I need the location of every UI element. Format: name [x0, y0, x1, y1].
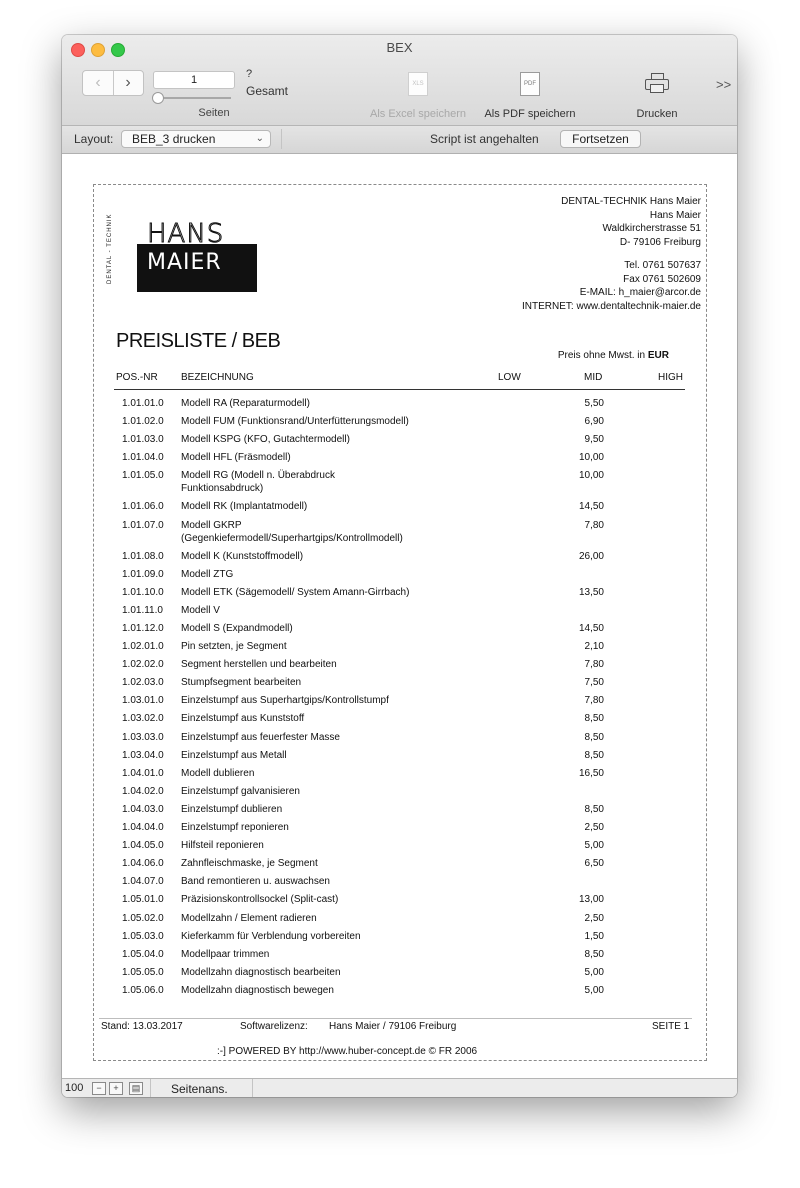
row-description-line: Modell V [181, 604, 220, 616]
pages-label: Seiten [198, 107, 230, 119]
row-price-mid: 8,50 [584, 948, 604, 960]
company-line-2: Hans Maier [649, 209, 701, 221]
toolbar-overflow-button[interactable]: >> [716, 77, 732, 92]
print-button[interactable] [645, 73, 669, 93]
row-description-line: Modell ETK (Sägemodell/ System Amann-Girrbach) [181, 586, 410, 598]
row-description-line: Modell RA (Reparaturmodell) [181, 398, 310, 409]
row-price-mid: 5,50 [584, 398, 604, 409]
row-description [181, 785, 471, 798]
row-description-line: Einzelstumpf aus feuerfester Masse [181, 731, 340, 743]
printer-icon [645, 73, 669, 93]
row-position: 1.05.06.0 [122, 984, 164, 996]
price-info-text: Preis ohne Mwst. in [557, 350, 648, 361]
row-position: 1.05.01.0 [122, 894, 164, 906]
total-pages-label: Gesamt [246, 84, 289, 98]
row-description-line: Einzelstumpf aus Superhartgips/Kontrollstumpf [181, 695, 389, 707]
row-description [181, 415, 471, 428]
row-description-line: Modellzahn / Element radieren [181, 912, 317, 924]
footer-page-number: SEITE 1 [652, 1021, 690, 1032]
total-pages-value: ? [246, 68, 253, 80]
company-street: Waldkircherstrasse 51 [602, 223, 701, 234]
row-position: 1.03.03.0 [122, 731, 164, 743]
price-info [558, 350, 669, 361]
row-description [181, 658, 471, 671]
row-price-mid: 6,50 [584, 858, 604, 870]
row-price-mid: 13,50 [578, 586, 604, 598]
window-title: BEX [386, 40, 413, 55]
footer-license-label: Softwarelizenz: [240, 1021, 308, 1032]
column-header-mid: MID [584, 372, 603, 383]
pdf-export-button[interactable] [520, 72, 540, 96]
row-description-line: Modell GKRP [181, 519, 242, 531]
row-description [181, 397, 471, 410]
row-position: 1.04.05.0 [122, 840, 164, 852]
row-description-line: Modell S (Expandmodell) [181, 622, 293, 634]
status-divider [150, 1079, 151, 1097]
logo-vertical-text: DENTAL - TECHNIK [107, 213, 113, 284]
row-position: 1.04.07.0 [122, 876, 164, 888]
price-list-title: PREISLISTE / BEB [116, 330, 281, 352]
row-price-mid: 2,50 [584, 822, 604, 833]
forward-button[interactable] [113, 71, 143, 95]
row-position: 1.01.05.0 [122, 470, 164, 482]
excel-export-label[interactable]: Als Excel speichern [370, 108, 466, 120]
column-header-high: HIGH [658, 372, 683, 383]
row-description [181, 984, 471, 997]
row-price-mid: 2,10 [584, 641, 604, 652]
row-position: 1.03.04.0 [122, 749, 164, 761]
page-number-input[interactable]: 1 [153, 71, 235, 89]
script-status: Script ist angehalten [430, 132, 539, 146]
print-page [93, 184, 707, 1061]
row-description-line: Einzelstumpf aus Metall [181, 749, 287, 761]
column-header-description: BEZEICHNUNG [181, 372, 254, 383]
toolbar [62, 35, 737, 126]
row-position: 1.01.08.0 [122, 550, 164, 562]
page-slider-knob[interactable] [152, 92, 164, 104]
row-description [181, 519, 471, 545]
row-position: 1.04.01.0 [122, 767, 164, 779]
row-description [181, 731, 471, 744]
row-description-line: Modell KSPG (KFO, Gutachtermodell) [181, 434, 350, 446]
pdf-export-label[interactable]: Als PDF speichern [484, 108, 576, 120]
company-fax: Fax 0761 502609 [623, 273, 701, 285]
row-position: 1.04.02.0 [122, 785, 164, 797]
powered-by: :-] POWERED BY http://www.huber-concept.de © FR 2006 [217, 1046, 478, 1057]
print-label[interactable]: Drucken [636, 108, 678, 120]
row-description [181, 586, 471, 599]
layout-select[interactable] [121, 130, 271, 148]
row-description-line: Modell K (Kunststoffmodell) [181, 550, 304, 562]
row-position: 1.01.04.0 [122, 452, 164, 464]
row-description [181, 469, 471, 495]
row-description [181, 433, 471, 446]
column-header-low: LOW [498, 372, 521, 383]
row-description-line: (Gegenkiefermodell/Superhartgips/Kontrollmodell) [181, 532, 403, 544]
row-position: 1.05.03.0 [122, 930, 164, 942]
row-price-mid: 8,50 [584, 803, 604, 815]
row-position: 1.02.02.0 [122, 659, 164, 671]
row-description-line: Modell HFL (Fräsmodell) [181, 452, 291, 464]
row-price-mid: 16,50 [578, 767, 604, 779]
zoom-in-button[interactable]: + [109, 1082, 123, 1095]
excel-file-icon: XLS [408, 72, 428, 96]
page-slider-track[interactable] [155, 97, 231, 99]
row-position: 1.01.12.0 [122, 622, 164, 634]
row-price-mid: 2,50 [584, 912, 604, 924]
row-price-mid: 1,50 [584, 930, 604, 942]
row-description-line: Einzelstumpf aus Kunststoff [181, 713, 305, 725]
row-price-mid: 14,50 [578, 501, 604, 513]
row-price-mid: 10,00 [578, 452, 604, 464]
row-position: 1.05.05.0 [122, 966, 164, 978]
chevron-left-icon: ‹ [95, 74, 101, 91]
record-navigation [82, 70, 144, 96]
chevron-right-icon: › [125, 74, 131, 91]
zoom-out-button[interactable]: − [92, 1082, 106, 1095]
row-price-mid: 5,00 [584, 840, 604, 852]
row-description-line: Segment herstellen und bearbeiten [181, 659, 337, 671]
row-description [181, 875, 471, 888]
company-logo [97, 214, 257, 293]
row-description [181, 694, 471, 707]
app-window [62, 35, 737, 1097]
row-position: 1.02.03.0 [122, 677, 164, 689]
layout-bar [62, 126, 737, 154]
chevron-down-icon: ⌄ [255, 133, 264, 144]
row-price-mid: 5,00 [584, 984, 604, 996]
footer-date: Stand: 13.03.2017 [101, 1021, 183, 1032]
row-position: 1.01.06.0 [122, 501, 164, 513]
excel-export-button[interactable] [408, 72, 428, 96]
currency-label: EUR [647, 350, 669, 361]
logo-name-last: MAIER [147, 250, 222, 275]
row-price-mid: 7,50 [584, 677, 604, 689]
row-description-line: Modellzahn diagnostisch bewegen [181, 984, 334, 996]
row-description [181, 966, 471, 979]
company-phone: Tel. 0761 507637 [624, 260, 701, 271]
row-description [181, 857, 471, 870]
company-line-1: DENTAL-TECHNIK Hans Maier [561, 196, 701, 207]
row-description [181, 622, 471, 635]
row-price-mid: 7,80 [584, 659, 604, 671]
continue-button[interactable]: Fortsetzen [560, 130, 641, 148]
row-price-mid: 13,00 [578, 894, 604, 906]
row-position: 1.01.07.0 [122, 519, 164, 531]
footer-license-holder: Hans Maier / 79106 Freiburg [329, 1021, 457, 1032]
row-position: 1.05.02.0 [122, 912, 164, 924]
row-description [181, 893, 471, 906]
row-description-line: Modellzahn diagnostisch bearbeiten [181, 966, 341, 978]
row-description [181, 712, 471, 725]
zoom-level[interactable]: 100 [65, 1082, 84, 1094]
row-description [181, 839, 471, 852]
row-description-line: Einzelstumpf dublieren [181, 803, 283, 815]
row-position: 1.04.04.0 [122, 822, 164, 833]
row-description [181, 568, 471, 581]
row-description-line: Modell RG (Modell n. Überabdruck [181, 470, 335, 482]
row-price-mid: 8,50 [584, 713, 604, 725]
row-description [181, 604, 471, 617]
row-position: 1.05.04.0 [122, 948, 164, 960]
logo-name-first: HANS [147, 219, 225, 249]
row-description [181, 676, 471, 689]
view-mode[interactable]: Seitenans. [171, 1082, 228, 1096]
company-website: INTERNET: www.dentaltechnik-maier.de [522, 300, 701, 312]
row-description-line: Präzisionskontrollsockel (Split-cast) [181, 894, 339, 906]
row-price-mid: 10,00 [578, 470, 604, 482]
toggle-toolbar-button[interactable]: ▤ [129, 1082, 143, 1095]
row-description-line: Hilfsteil reponieren [181, 840, 264, 852]
row-description-line: Band remontieren u. auswachsen [181, 876, 330, 888]
row-description-line: Funktionsabdruck) [181, 483, 264, 495]
layout-label: Layout: [74, 132, 114, 146]
row-price-mid: 6,90 [584, 416, 604, 428]
row-description-line: Zahnfleischmaske, je Segment [181, 858, 318, 870]
row-position: 1.03.01.0 [122, 695, 164, 707]
row-description-line: Modell RK (Implantatmodell) [181, 501, 308, 513]
company-city: D- 79106 Freiburg [619, 236, 701, 248]
row-price-mid: 7,80 [584, 695, 604, 707]
row-position: 1.01.09.0 [122, 568, 164, 580]
row-price-mid: 26,00 [578, 550, 604, 562]
row-description-line: Kieferkamm für Verblendung vorbereiten [181, 930, 361, 942]
row-description-line: Pin setzten, je Segment [181, 641, 287, 652]
pdf-file-icon: PDF [520, 72, 540, 96]
row-description [181, 912, 471, 925]
row-description [181, 803, 471, 816]
row-description [181, 550, 471, 563]
row-description-line: Modellpaar trimmen [181, 948, 270, 960]
row-description [181, 948, 471, 961]
row-description [181, 640, 471, 653]
row-description-line: Einzelstumpf galvanisieren [181, 785, 300, 797]
row-price-mid: 5,00 [584, 966, 604, 978]
row-description-line: Modell FUM (Funktionsrand/Unterfütterungsmodell) [181, 416, 409, 428]
layout-bar-divider [281, 129, 282, 149]
layout-select-value: BEB_3 drucken [132, 132, 216, 146]
row-position: 1.01.11.0 [122, 604, 163, 616]
row-description [181, 930, 471, 943]
column-header-pos: POS.-NR [116, 372, 158, 383]
row-position: 1.01.02.0 [122, 416, 164, 428]
row-price-mid: 8,50 [584, 749, 604, 761]
row-description-line: Stumpfsegment bearbeiten [181, 677, 302, 689]
row-position: 1.04.06.0 [122, 858, 164, 870]
row-position: 1.01.01.0 [122, 398, 164, 409]
row-position: 1.02.01.0 [122, 641, 164, 652]
row-description [181, 749, 471, 762]
company-email: E-MAIL: h_maier@arcor.de [579, 287, 701, 298]
header-divider [114, 389, 685, 390]
row-description-line: Modell ZTG [181, 568, 234, 580]
row-price-mid: 9,50 [584, 434, 604, 446]
row-price-mid: 8,50 [584, 731, 604, 743]
row-description-line: Einzelstumpf reponieren [181, 822, 289, 833]
row-description [181, 821, 471, 834]
row-description [181, 451, 471, 464]
row-position: 1.04.03.0 [122, 803, 164, 815]
footer-divider [99, 1018, 692, 1019]
company-address [522, 195, 701, 313]
row-position: 1.01.03.0 [122, 434, 164, 446]
status-divider [252, 1079, 253, 1097]
row-description [181, 767, 471, 780]
status-bar [62, 1078, 737, 1097]
row-price-mid: 14,50 [578, 622, 604, 634]
back-button[interactable] [83, 71, 114, 95]
row-price-mid: 7,80 [584, 519, 604, 531]
document-area[interactable] [62, 154, 737, 1078]
row-description [181, 500, 471, 513]
row-position: 1.01.10.0 [122, 586, 164, 598]
row-position: 1.03.02.0 [122, 713, 164, 725]
row-description-line: Modell dublieren [181, 767, 255, 779]
